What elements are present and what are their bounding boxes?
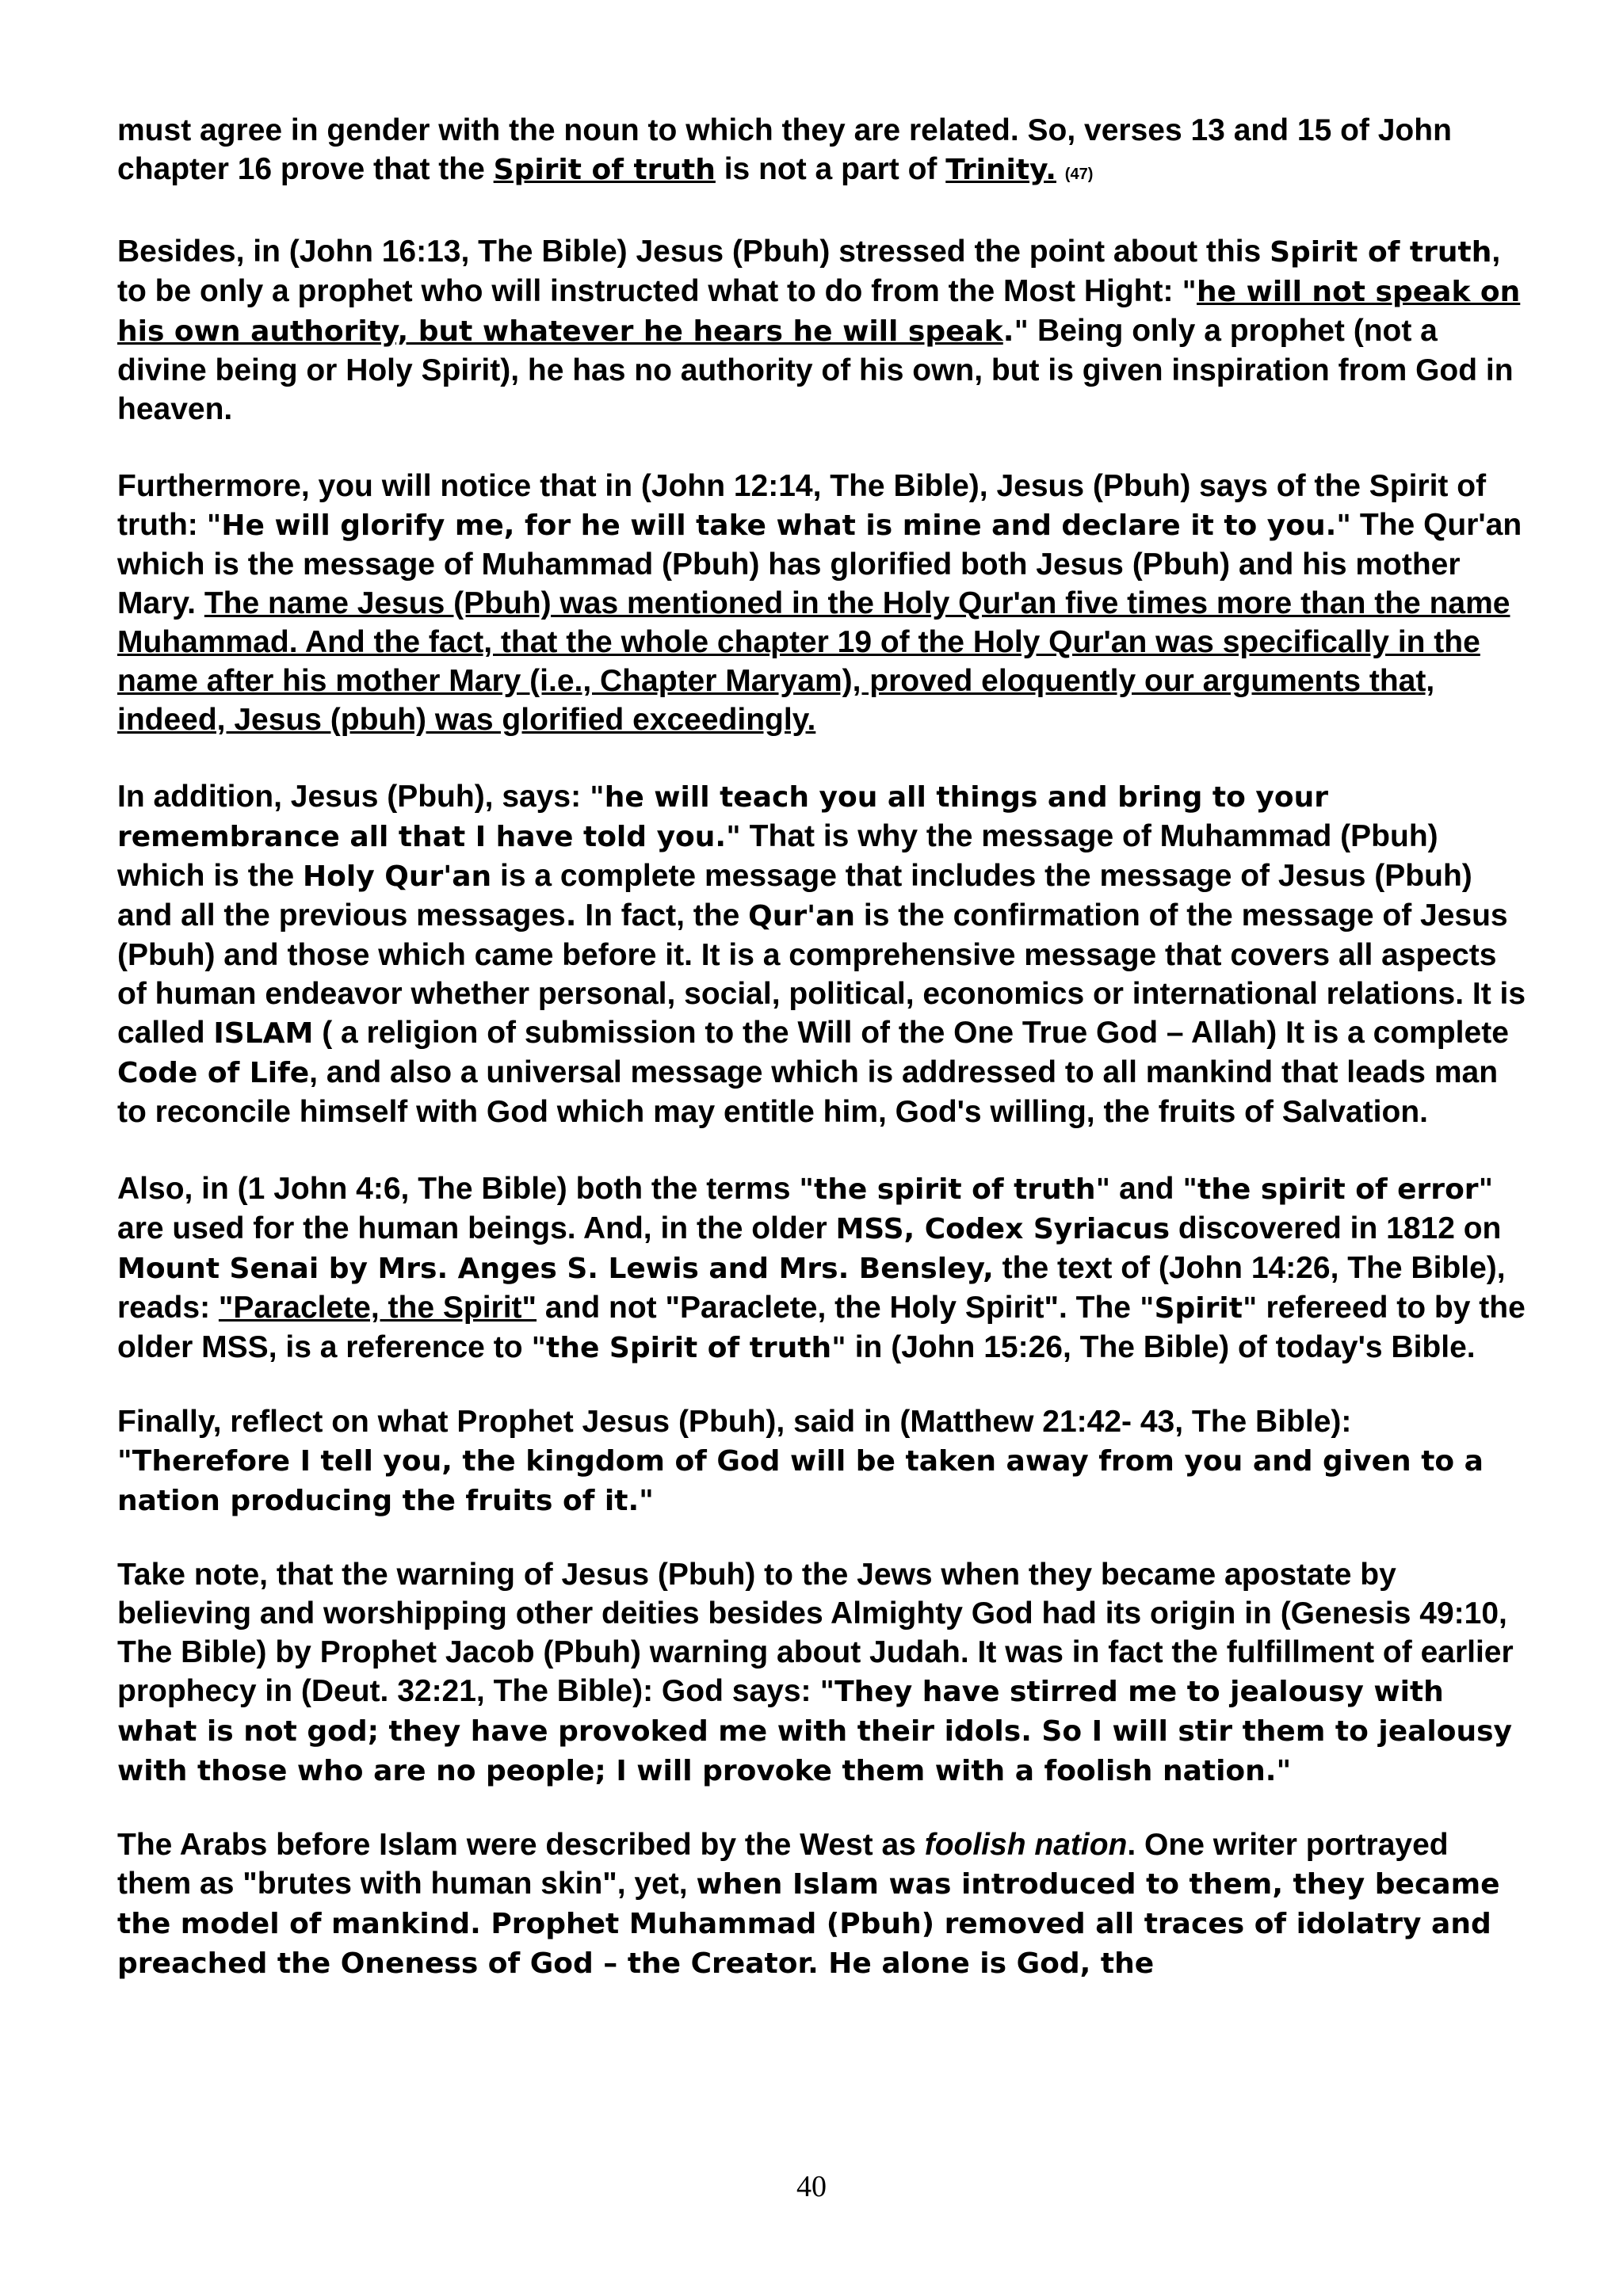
text-run: Spirit of truth <box>1270 236 1492 269</box>
text-run: Also, in (1 John 4:6, The Bible) both the terms <box>117 1172 800 1206</box>
text-run: "the Spirit of truth" <box>531 1332 846 1364</box>
paragraph-john-12-14 <box>117 467 1528 739</box>
text-run: must agree in gender with the noun to which they are related. So, verses 13 and 15 of John chapter 16 prove that the <box>117 113 1452 186</box>
text-run: Mount Senai by Mrs. Anges S. Lewis and Mrs. Bensley, <box>117 1253 994 1285</box>
text-run: Take note, that the warning of Jesus (Pbuh) to the Jews when they became apostate by believing and worshipping other deities besides Almighty God had its origin in (Genesis 49:10, The Bible) by Prophet Jacob (Pbuh) warning about Judah. It was in fact the fulfillment of earlier prophecy in (Deut. 32:21, The Bible): God says: <box>117 1558 1514 1708</box>
text-run: Furthermore, you will notice that in (John 12:14, The Bible), Jesus (Pbuh) says of the Spirit of truth: <box>117 469 1487 542</box>
text-run: The name Jesus (Pbuh) was mentioned in the Holy Qur'an five times more than the name Muhammad. And the fact, that the whole chapter 19 of the Holy Qur'an was specifically in the name after his mother Mary (i.e., Chapter Maryam), proved eloquently our arguments that, indeed, Jesus (pbuh) was glorified exceedingly. <box>117 586 1510 737</box>
text-run: Besides, in (John 16:13, The Bible) Jesus (Pbuh) stressed the point about this <box>117 235 1270 269</box>
text-run: refereed to by the older MSS, is a reference to <box>117 1291 1526 1364</box>
document-body <box>117 111 1528 2021</box>
text-run: "Paraclete, the Spirit" <box>218 1291 537 1325</box>
text-run: , to be only a prophet who will instructed what to do from the Most Hight: <box>117 235 1501 308</box>
text-run: "They have stirred me to jealousy with what is not god; they have provoked me with their idols. So I will stir them to jealousy with those who are no people; I will provoke them with a foolish nation." <box>117 1676 1513 1787</box>
text-run: "he will teach you all things and bring to your remembrance all that I have told you." <box>117 781 1328 853</box>
text-run: Being only a prophet (not a divine being or Holy Spirit), he has no authority of his own, but is given inspiration from God in heaven. <box>117 314 1514 426</box>
text-run: . One writer portrayed them as "brutes with human skin", yet, <box>117 1828 1449 1901</box>
paragraph-trinity <box>117 111 1528 194</box>
text-run: "Therefore I tell you, the kingdom of God will be taken away from you and given to a nation producing the fruits of it." <box>117 1445 1484 1517</box>
text-run: The Arabs before Islam were described by the West as <box>117 1828 925 1862</box>
paragraph-matthew-21 <box>117 1402 1528 1520</box>
text-run: is a complete message that includes the message of Jesus (Pbuh) and all the previous messages <box>117 859 1472 933</box>
text-run: "the spirit of error" <box>1182 1173 1494 1206</box>
text-run: Holy Qur'an <box>303 860 492 893</box>
text-run: are used for the human beings. And, in the older <box>117 1211 836 1245</box>
paragraph-foolish-nation <box>117 1825 1528 1983</box>
text-run: Qur'an <box>748 900 856 933</box>
paragraph-teach-all-things <box>117 777 1528 1131</box>
text-run: discovered in 1812 on <box>1170 1211 1502 1245</box>
text-run: " <box>1182 276 1197 308</box>
text-run: MSS, Codex Syriacus <box>835 1213 1170 1245</box>
text-run: ( a religion of submission to the Will of the One True God – Allah) It is a complete <box>313 1016 1509 1050</box>
text-run: In fact, the <box>576 898 749 933</box>
text-run: and <box>1110 1172 1183 1206</box>
text-run: ." <box>1002 315 1029 348</box>
page-number: 40 <box>796 2170 827 2203</box>
text-run: , and also a universal message which is addressed to all mankind that leads man to reconcile himself with God which may entitle him, God's willing, the fruits of Salvation. <box>117 1055 1499 1129</box>
text-run: when Islam was introduced to them, they became the model of mankind. Prophet Muhammad (Pbuh) removed all traces of idolatry and preached the Oneness of God – the Creator. He alone is God, the <box>117 1868 1500 1980</box>
paragraph-deut-32-21 <box>117 1555 1528 1791</box>
text-run: . <box>565 900 577 933</box>
text-run: is not a part of <box>715 152 946 186</box>
text-run: the text of (John 14:26, The Bible), reads: <box>117 1251 1506 1325</box>
text-run: in (John 15:26, The Bible) of today's Bible. <box>846 1330 1476 1364</box>
text-run: he will not speak on his own authority, but whatever he hears he will speak <box>117 276 1521 348</box>
text-run: Code of Life <box>117 1057 310 1089</box>
text-run: foolish nation <box>924 1828 1128 1862</box>
text-run: In addition, Jesus (Pbuh), says: <box>117 780 590 814</box>
text-run: Finally, reflect on what Prophet Jesus (Pbuh), said in (Matthew 21:42- 43, The Bible): <box>117 1405 1352 1439</box>
text-run: and not "Paraclete, the Holy Spirit". The <box>537 1291 1140 1325</box>
text-run: That is why the message of Muhammad (Pbuh) which is the <box>117 819 1438 893</box>
text-run <box>1056 152 1065 186</box>
text-run: ISLAM <box>213 1017 314 1050</box>
text-run: is the confirmation of the message of Jesus (Pbuh) and those which came before it. It is a comprehensive message that covers all aspects of human endeavor whether personal, social, political, economics or international relations. It is called <box>117 898 1526 1050</box>
text-run: "the spirit of truth" <box>799 1173 1111 1206</box>
paragraph-1-john-4-6 <box>117 1169 1528 1367</box>
text-run: Spirit of truth <box>493 154 716 186</box>
paragraph-john-16-13 <box>117 232 1528 429</box>
text-run: Trinity. <box>945 154 1056 186</box>
text-run: (47) <box>1064 166 1094 183</box>
text-run: "Spirit" <box>1139 1292 1258 1325</box>
text-run: The Qur'an which is the message of Muhammad (Pbuh) has glorified both Jesus (Pbuh) and his mother Mary. <box>117 508 1522 620</box>
text-run: "He will glorify me, for he will take what is mine and declare it to you." <box>206 509 1352 542</box>
